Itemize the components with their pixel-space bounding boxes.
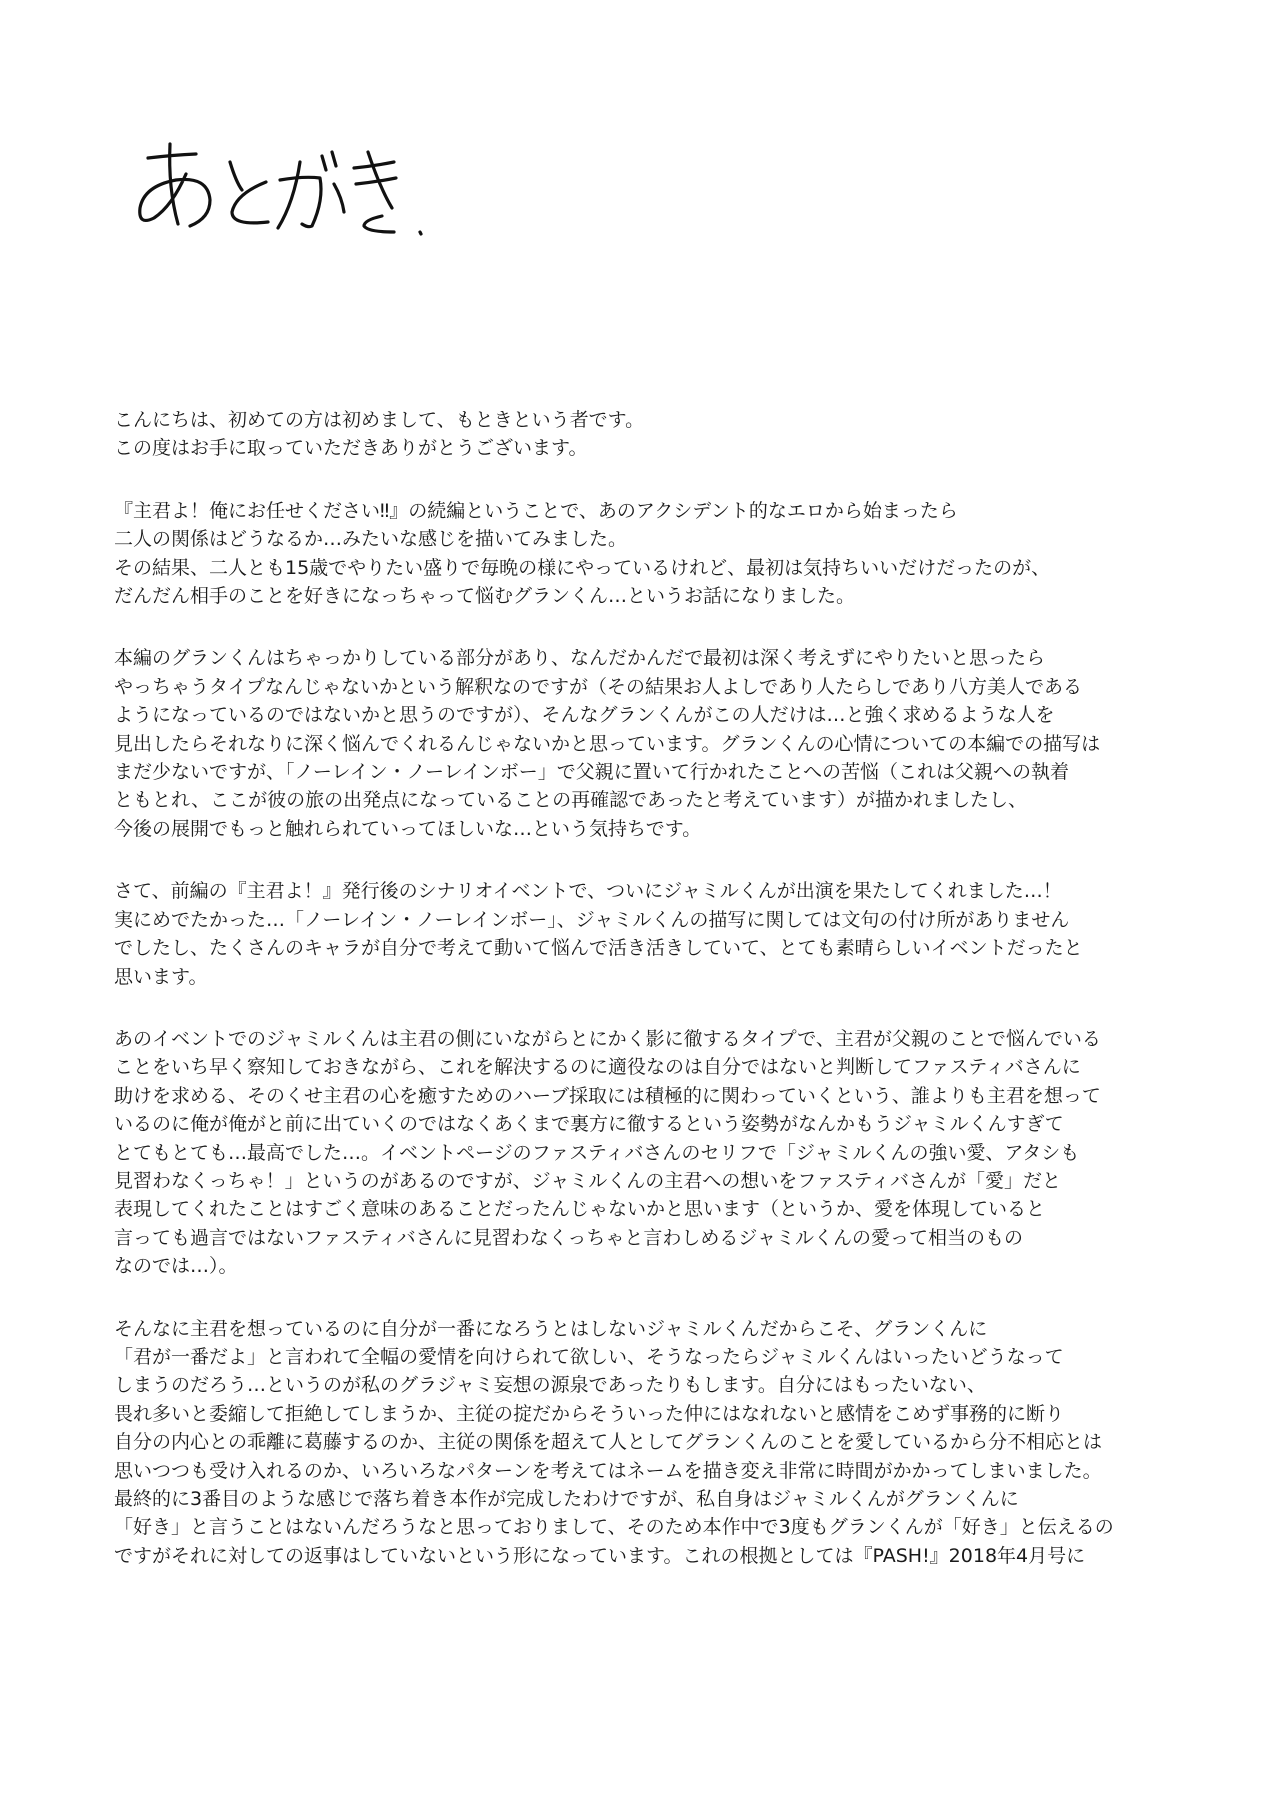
- text-line: とてもとても…最高でした…。イベントページのファスティバさんのセリフで「ジャミルくんの強い愛、アタシも: [114, 1141, 1080, 1164]
- text-line: そんなに主君を想っているのに自分が一番になろうとはしないジャミルくんだからこそ、グランくんに: [114, 1317, 988, 1340]
- text-line: 「好き」と言うことはないんだろうなと思っておりまして、そのため本作中で3度もグランくんが「好き」と伝えるの: [114, 1516, 1114, 1539]
- text-line: さて、前編の『主君よ！』発行後のシナリオイベントで、ついにジャミルくんが出演を果たしてくれました…！: [114, 880, 1062, 903]
- paragraph: [114, 877, 1194, 991]
- text-line: 見習わなくっちゃ！」というのがあるのですが、ジャミルくんの主君への想いをファスティバさんが「愛」だと: [114, 1169, 1061, 1192]
- text-line: でしたし、たくさんのキャラが自分で考えて動いて悩んで活き活きしていて、とても素晴らしいイベントだったと: [114, 937, 1083, 960]
- text-line: まだ少ないですが、「ノーレイン・ノーレインボー」で父親に置いて行かれたことへの苦悩（これは父親への執着: [114, 761, 1069, 784]
- paragraph: [114, 1025, 1194, 1281]
- text-line: 今後の展開でもっと触れられていってほしいな…という気持ちです。: [114, 817, 702, 840]
- text-line: この度はお手に取っていただきありがとうございます。: [114, 437, 588, 460]
- text-line: その結果、二人とも15歳でやりたい盛りで毎晩の様にやっているけれど、最初は気持ちいいだけだったのが、: [114, 556, 1051, 579]
- text-line: なのでは…）。: [114, 1255, 238, 1278]
- text-line: こんにちは、初めての方は初めまして、もときという者です。: [114, 409, 645, 431]
- text-line: 言っても過言ではないファスティバさんに見習わなくっちゃと言わしめるジャミルくんの愛って相当のもの: [114, 1226, 1023, 1249]
- text-line: 自分の内心との乖離に葛藤するのか、主従の関係を超えて人としてグランくんのことを愛しているから分不相応とは: [114, 1431, 1103, 1454]
- handwritten-title-glyphs: [128, 128, 448, 248]
- text-line: 『主君よ！俺にお任せください‼』の続編ということで、あのアクシデント的なエロから始まったら: [114, 499, 958, 522]
- handwritten-title: [128, 128, 448, 248]
- text-line: 助けを求める、そのくせ主君の心を癒すためのハーブ採取には積極的に関わっていくという、誰よりも主君を想って: [114, 1084, 1101, 1107]
- text-line: ことをいち早く察知しておきながら、これを解決するのに適役なのは自分ではないと判断してファスティバさんに: [114, 1056, 1081, 1079]
- text-line: 表現してくれたことはすごく意味のあることだったんじゃないかと思います（というか、愛を体現していると: [114, 1198, 1046, 1221]
- text-line: だんだん相手のことを好きになっちゃって悩むグランくん…というお話になりました。: [114, 585, 856, 608]
- text-line: 見出したらそれなりに深く悩んでくれるんじゃないかと思っています。グランくんの心情についての本編での描写は: [114, 732, 1101, 755]
- text-line: ともとれ、ここが彼の旅の出発点になっていることの再確認であったと考えています）が描かれましたし、: [114, 789, 1027, 812]
- text-line: 本編のグランくんはちゃっかりしている部分があり、なんだかんだで最初は深く考えずにやりたいと思ったら: [114, 647, 1046, 670]
- paragraph: [114, 644, 1194, 843]
- text-line: 最終的に3番目のような感じで落ち着き本作が完成したわけですが、私自身はジャミルくんがグランくんに: [114, 1488, 1019, 1510]
- text-line: ようになっているのではないかと思うのですが）、そんなグランくんがこの人だけは…と強く求めるような人を: [114, 704, 1055, 727]
- paragraph: [114, 1315, 1194, 1571]
- text-line: あのイベントでのジャミルくんは主君の側にいながらとにかく影に徹するタイプで、主君が父親のことで悩んでいる: [114, 1027, 1101, 1050]
- paragraph: [114, 497, 1194, 611]
- text-line: いるのに俺が俺がと前に出ていくのではなくあくまで裏方に徹するという姿勢がなんかもうジャミルくんすぎて: [114, 1113, 1064, 1136]
- paragraph: [114, 406, 1194, 463]
- text-line: 実にめでたかった…「ノーレイン・ノーレインボー」、ジャミルくんの描写に関しては文句の付け所がありません: [114, 908, 1070, 931]
- afterword-body: [114, 406, 1194, 1604]
- text-line: 「君が一番だよ」と言われて全幅の愛情を向けられて欲しい、そうなったらジャミルくんはいったいどうなって: [114, 1345, 1064, 1368]
- text-line: 二人の関係はどうなるか…みたいな感じを描いてみました。: [114, 528, 628, 551]
- text-line: 畏れ多いと委縮して拒絶してしまうか、主従の掟だからそういった仲にはなれないと感情をこめず事務的に断り: [114, 1402, 1065, 1425]
- text-line: 思います。: [114, 965, 208, 988]
- text-line: やっちゃうタイプなんじゃないかという解釈なのですが（その結果お人よしであり人たらしであり八方美人である: [114, 675, 1083, 698]
- text-line: 思いつつも受け入れるのか、いろいろなパターンを考えてはネームを描き変え非常に時間がかかってしまいました。: [114, 1459, 1102, 1482]
- text-line: ですがそれに対しての返事はしていないという形になっています。これの根拠としては『PASH!』2018年4月号に: [114, 1544, 1086, 1567]
- text-line: しまうのだろう…というのが私のグラジャミ妄想の源泉であったりもします。自分にはもったいない、: [114, 1374, 986, 1397]
